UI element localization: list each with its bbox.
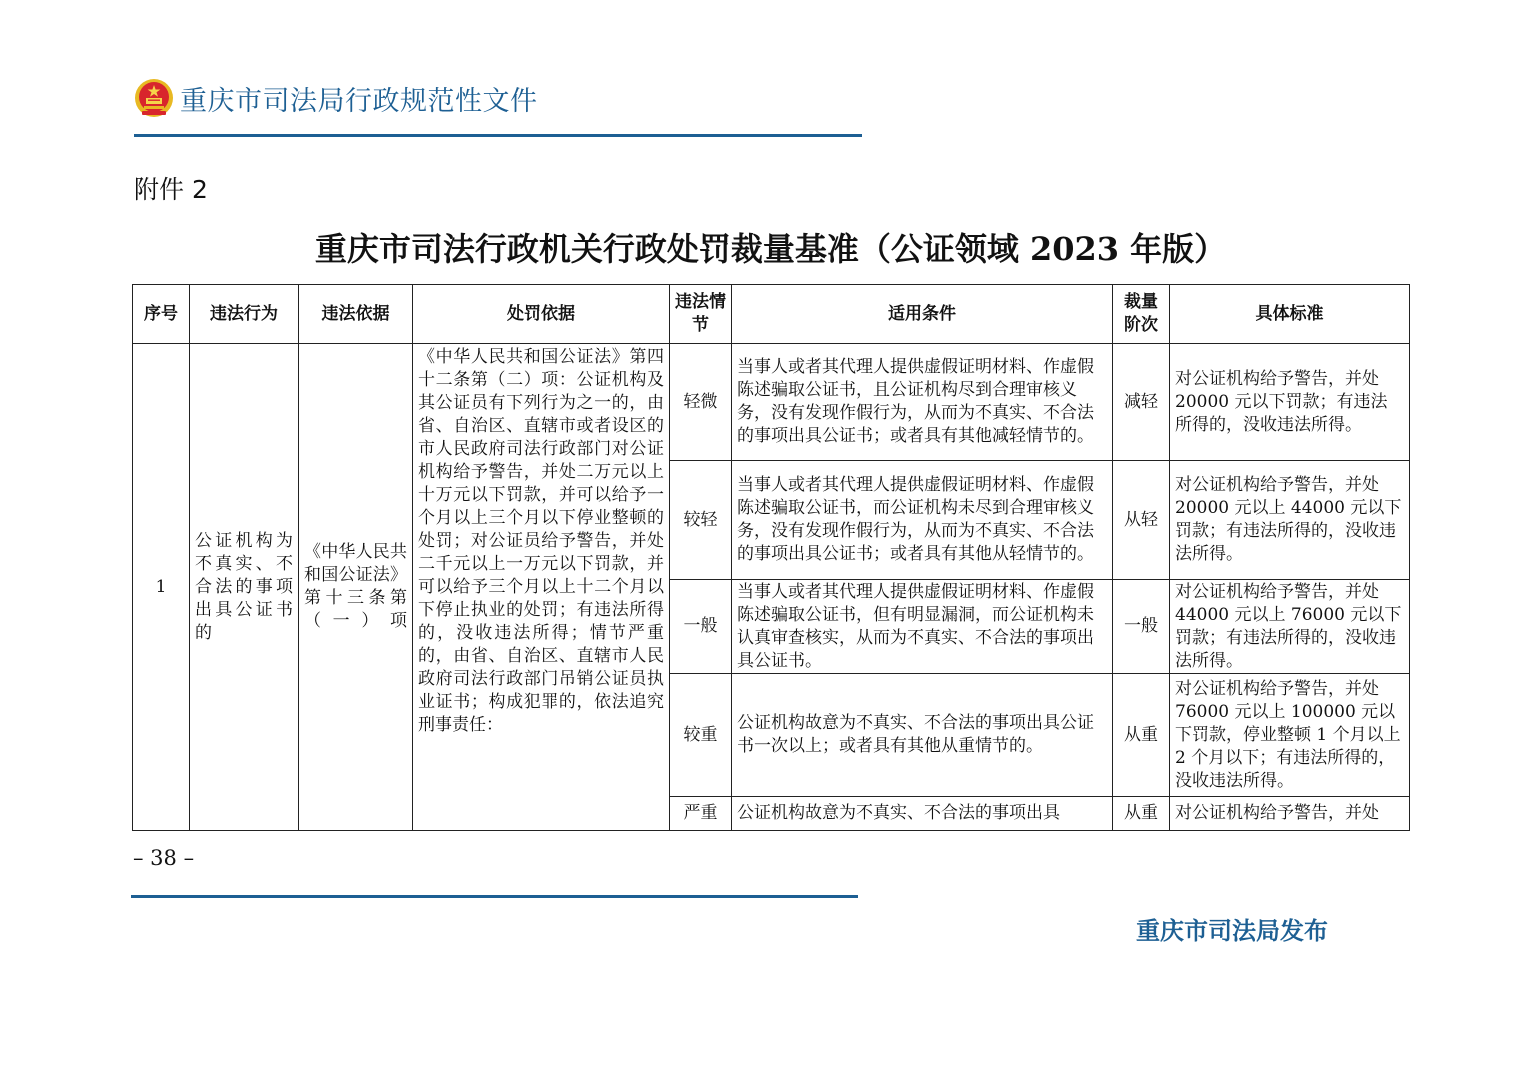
severity-cell: 较重 [670,674,732,797]
table-row [133,344,1410,461]
header-cell: 处罚依据 [413,285,670,344]
national-emblem-icon [134,78,174,118]
condition-cell: 公证机构故意为不真实、不合法的事项出具公证书一次以上；或者具有其他从重情节的。 [732,674,1113,797]
standard-cell: 对公证机构给予警告，并处44000 元以上 76000 元以下罚款；有违法所得的，没收违法所得。 [1170,579,1410,673]
tier-cell: 从重 [1113,674,1170,797]
document-header [134,78,538,118]
penalty-standards-table [132,284,1410,831]
header-cell: 序号 [133,285,190,344]
tier-cell: 从重 [1113,796,1170,830]
header-divider [134,134,862,137]
standard-cell: 对公证机构给予警告，并处20000 元以上 44000 元以下罚款；有违法所得的，没收违法所得。 [1170,461,1410,579]
header-cell: 具体标准 [1170,285,1410,344]
row-index: 1 [133,344,190,831]
header-cell: 违法行为 [190,285,299,344]
condition-cell: 当事人或者其代理人提供虚假证明材料、作虚假陈述骗取公证书，而公证机构未尽到合理审核义务，没有发现作假行为，从而为不真实、不合法的事项出具公证书；或者具有其他从轻情节的。 [732,461,1113,579]
penalty-basis-cell [413,344,670,831]
document-title: 重庆市司法行政机关行政处罚裁量基准（公证领域 2023 年版） [314,230,1227,268]
standard-cell: 对公证机构给予警告，并处 [1170,796,1410,830]
condition-cell: 当事人或者其代理人提供虚假证明材料、作虚假陈述骗取公证书，且公证机构尽到合理审核义务，没有发现作假行为，从而为不真实、不合法的事项出具公证书；或者具有其他减轻情节的。 [732,344,1113,461]
violation-cell: 公证机构为不真实、不合法的事项出具公证书的 [190,344,299,831]
header-cell: 裁量阶次 [1113,285,1170,344]
severity-cell: 严重 [670,796,732,830]
page-number: – 38 – [133,846,195,870]
penalty-basis-text: 《中华人民共和国公证法》第四十二条第（二）项：公证机构及其公证员有下列行为之一的，由省、自治区、直辖市或者设区的市人民政府司法行政部门对公证机构给予警告，并处二万元以上十万元以下罚款，并可以给予一个月以上三个月以下停业整顿的处罚；对公证员给予警告，并处二千元以上一万元以下罚款，并可以给予三个月以上十二个月以下停止执业的处罚；有违法所得的，没收违法所得；情节严重的，由省、自治区、直辖市人民政府司法行政部门吊销公证员执业证书；构成犯罪的，依法追究刑事责任： [418,347,664,735]
header-cell: 违法情节 [670,285,732,344]
legal-basis-cell: 《中华人民共和国公证法》第十三条第（一）项 [299,344,413,831]
condition-cell: 当事人或者其代理人提供虚假证明材料、作虚假陈述骗取公证书，但有明显漏洞，而公证机构未认真审查核实，从而为不真实、不合法的事项出具公证书。 [732,579,1113,673]
condition-cell: 公证机构故意为不真实、不合法的事项出具 [732,796,1113,830]
header-cell: 违法依据 [299,285,413,344]
severity-cell: 轻微 [670,344,732,461]
severity-cell: 较轻 [670,461,732,579]
standard-cell: 对公证机构给予警告，并处76000 元以上 100000 元以下罚款，停业整顿 1 个月以上 2 个月以下；有违法所得的，没收违法所得。 [1170,674,1410,797]
attachment-label: 附件 2 [134,175,208,204]
publisher-label: 重庆市司法局发布 [1136,917,1328,945]
standard-cell: 对公证机构给予警告，并处20000 元以下罚款；有违法所得的，没收违法所得。 [1170,344,1410,461]
tier-cell: 从轻 [1113,461,1170,579]
table-header-row [133,285,1410,344]
header-cell: 适用条件 [732,285,1113,344]
tier-cell: 减轻 [1113,344,1170,461]
footer-divider [131,895,858,898]
tier-cell: 一般 [1113,579,1170,673]
severity-cell: 一般 [670,579,732,673]
header-title: 重庆市司法局行政规范性文件 [180,85,538,117]
